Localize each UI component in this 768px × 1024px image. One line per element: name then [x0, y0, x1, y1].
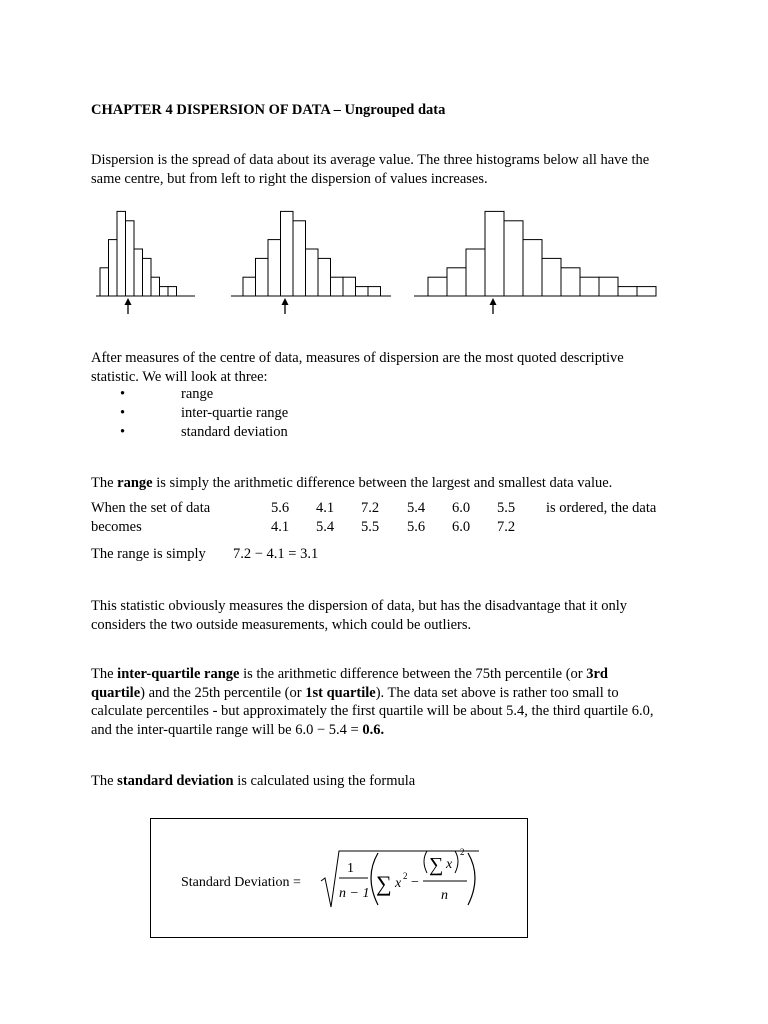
intro-line-1: Dispersion is the spread of data about its average value. The three histograms below all have the [91, 152, 650, 168]
intro-line-2: same centre, but from left to right the dispersion of values increases. [91, 171, 488, 187]
ordered-value: 5.5 [361, 519, 380, 535]
histogram-bar [580, 277, 599, 296]
histogram-bar [542, 258, 561, 296]
sd-intro: The standard deviation is calculated using the formula [91, 773, 416, 789]
raw-value: 6.0 [452, 500, 471, 516]
after-line-2: statistic. We will look at three: [91, 369, 268, 385]
raw-value: 5.4 [407, 500, 426, 516]
range-term: range [117, 475, 153, 491]
histogram-bar [151, 277, 160, 296]
histogram-bar [100, 268, 109, 296]
ordered-value: 6.0 [452, 519, 471, 535]
data-label-1: When the set of data [91, 500, 211, 516]
histogram-bar [293, 221, 306, 296]
data-label-2: becomes [91, 519, 142, 535]
histogram-bar [268, 240, 281, 296]
after-paragraph [91, 349, 691, 387]
bullet-dot: • [120, 424, 126, 440]
iqr-paragraph [91, 665, 691, 739]
iqr-line-4: and the inter-quartile range will be 6.0 − 5.4 = 0.6. [91, 721, 385, 738]
histogram-bar [485, 211, 504, 296]
histogram-bar [318, 258, 331, 296]
iqr-line-1: The inter-quartile range is the arithmetic difference between the 75th percentile (or 3rd [91, 666, 608, 682]
ordered-value: 4.1 [271, 519, 290, 535]
sd-term: standard deviation [117, 773, 234, 789]
histogram-bar [343, 277, 356, 296]
bullet-dot: • [120, 405, 126, 421]
sum-sign: ∑ [376, 871, 392, 896]
intro-paragraph [91, 151, 691, 189]
page-title: CHAPTER 4 DISPERSION OF DATA – Ungrouped data [91, 102, 446, 118]
histogram-bar [466, 249, 485, 296]
histogram-bar [561, 268, 580, 296]
inner-x-variable: x [446, 857, 453, 872]
histogram-bar [243, 277, 256, 296]
histogram-bar [126, 221, 135, 296]
histogram-bar [281, 211, 294, 296]
ordered-value: 5.4 [316, 519, 335, 535]
histograms-figure [0, 200, 768, 320]
fraction-denominator: n − 1 [339, 886, 370, 901]
histogram-bar [599, 277, 618, 296]
histogram-2 [231, 211, 391, 314]
iqr-line-2: quartile) and the 25th percentile (or 1st quartile). The data set above is rather too small to [91, 684, 619, 701]
iqr-line-3: calculate percentiles - but approximately the first quartile will be about 5.4, the third quartile 6.0, [91, 703, 654, 719]
histogram-bar [117, 211, 126, 296]
histogram-bar [143, 258, 152, 296]
range-note-line-1: This statistic obviously measures the dispersion of data, but has the disadvantage that it only [91, 598, 627, 614]
histogram-3 [414, 211, 656, 314]
raw-value: 4.1 [316, 500, 335, 516]
histogram-bar [504, 221, 523, 296]
range-calc-label: The range is simply [91, 546, 206, 562]
histogram-bar [306, 249, 319, 296]
exponent: 2 [403, 871, 408, 881]
range-note-line-2: considers the two outside measurements, which could be outliers. [91, 617, 472, 633]
histogram-bar [331, 277, 344, 296]
histogram-bar [523, 240, 542, 296]
bullet-text: inter-quartie range [181, 405, 289, 421]
histogram-bar [109, 240, 118, 296]
inner-denominator: n [441, 888, 448, 903]
right-paren [468, 853, 475, 905]
range-calc-expression: 7.2 − 4.1 = 3.1 [233, 546, 319, 562]
formula-label: Standard Deviation = [181, 875, 301, 890]
bullet-text: standard deviation [181, 424, 288, 440]
histogram-bar [134, 249, 143, 296]
histogram-bar [447, 268, 466, 296]
histogram-bar [637, 287, 656, 296]
histogram-bar [428, 277, 447, 296]
minus-sign: − [411, 875, 419, 890]
bullet-text: range [181, 386, 214, 402]
centre-arrow-icon [282, 298, 289, 314]
fraction-numerator: 1 [347, 861, 354, 876]
histogram-bar [368, 287, 381, 296]
histogram-1 [96, 211, 195, 314]
sd-formula [151, 819, 527, 937]
histogram-bar [168, 287, 177, 296]
inner-exponent: 2 [460, 847, 465, 857]
bullet-dot: • [120, 386, 126, 402]
histogram-bar [356, 287, 369, 296]
after-line-1: After measures of the centre of data, measures of dispersion are the most quoted descriptive [91, 350, 624, 366]
range-note [91, 597, 691, 635]
ordered-value: 7.2 [497, 519, 516, 535]
histogram-bar [256, 258, 269, 296]
ordered-value: 5.6 [407, 519, 426, 535]
raw-value: 5.5 [497, 500, 516, 516]
raw-value: 5.6 [271, 500, 290, 516]
centre-arrow-icon [490, 298, 497, 314]
range-definition: The range is simply the arithmetic difference between the largest and smallest data value. [91, 475, 613, 491]
histogram-bar [160, 287, 169, 296]
formula-box [150, 818, 528, 938]
data-trailing-text: is ordered, the data [546, 500, 657, 516]
histogram-bar [618, 287, 637, 296]
centre-arrow-icon [125, 298, 132, 314]
x-variable: x [395, 876, 402, 891]
inner-left-paren [424, 851, 427, 873]
inner-right-paren [455, 851, 458, 873]
raw-value: 7.2 [361, 500, 380, 516]
inner-sum-sign: ∑ [429, 854, 444, 876]
